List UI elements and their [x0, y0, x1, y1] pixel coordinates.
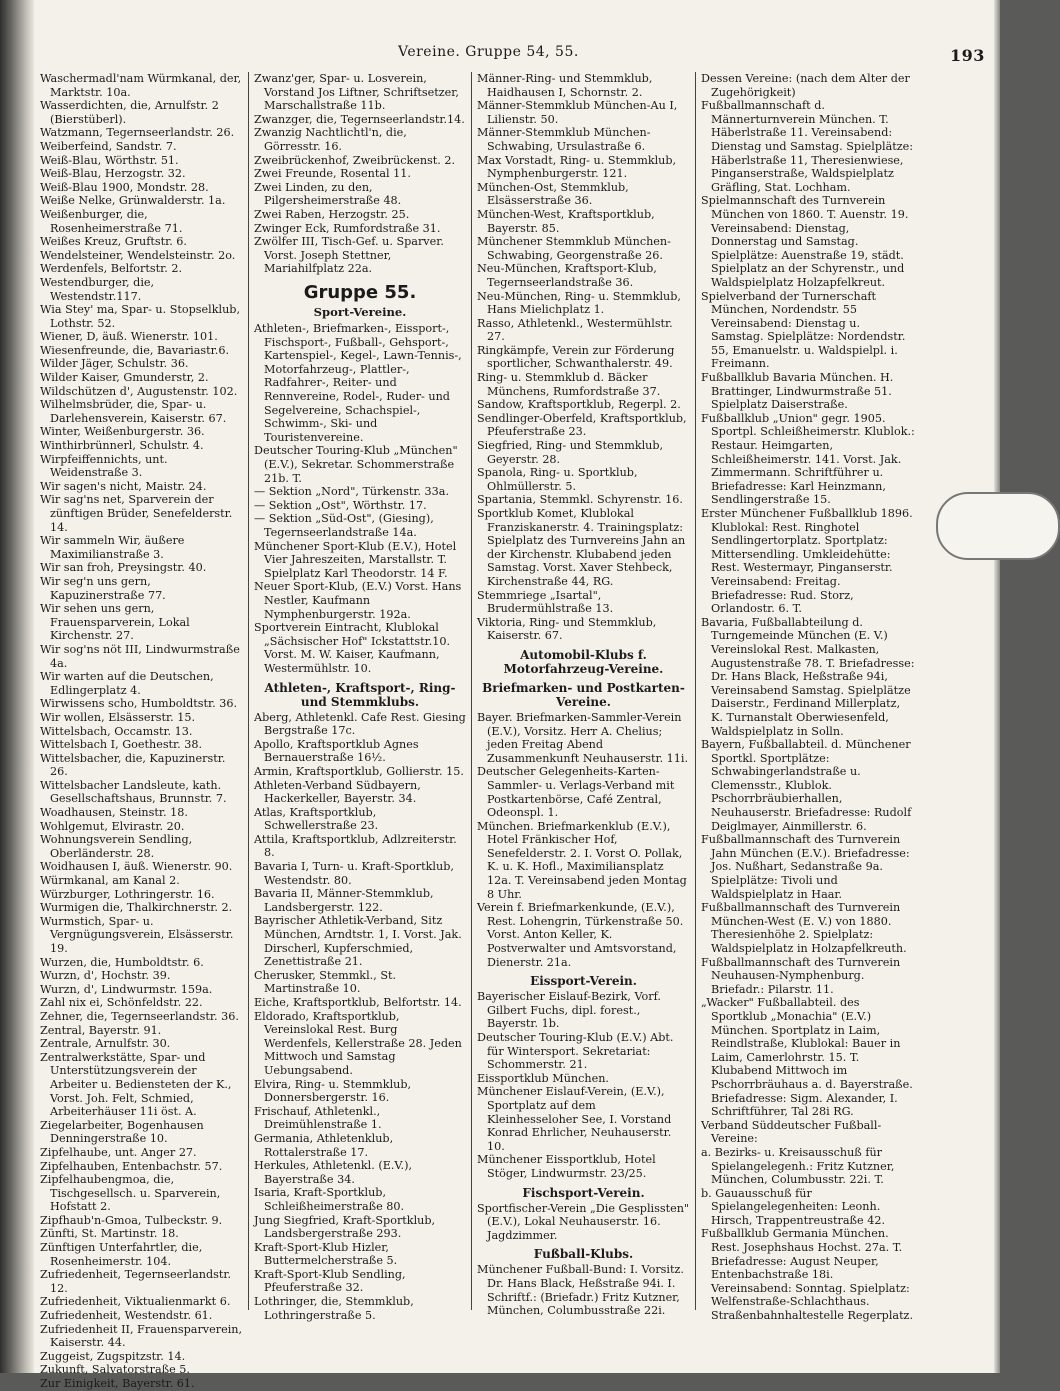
directory-entry: Würzburger, Lothringerstr. 16.: [40, 887, 215, 901]
directory-entry: Zünftigen Unterfahrtler, die, Rosenheimerstr. 104.: [40, 1241, 203, 1268]
subsection-heading: Fußball-Klubs.: [533, 1247, 634, 1262]
text-column-1: [40, 72, 245, 1390]
directory-entry: Spielmannschaft des Turnverein München von 1860. T. Auenstr. 19. Vereinsabend: Dienstag, Donnerstag und Samstag. Spielplätze: Auenstraße 19, städt. Spielplatz an der Schyrenstr., und Waldspielplatz Holzapfelkreut.: [701, 194, 909, 289]
directory-entry: Bayrischer Athletik-Verband, Sitz München, Arndtstr. 1, I. Vorst. Jak. Dirscherl, Kupferschmied, Zenettistraße 21.: [254, 914, 462, 969]
directory-entry: Erster Münchener Fußballklub 1896. Klublokal: Rest. Ringhotel Sendlingertorplatz. Sportplatz: Mittersendling. Umkleidehütte: Rest. Westermayr, Pinganserstr. Vereinsabend: Freitag. Briefadresse: Rud. Storz, Orlandostr. 6. T.: [701, 507, 913, 616]
column-rule: [695, 72, 696, 1310]
directory-entry: Siegfried, Ring- und Stemmklub, Geyerstr. 28.: [477, 439, 664, 466]
directory-entry: Münchener Sport-Klub (E.V.), Hotel Vier Jahreszeiten, Marstallstr. T. Spielplatz Karl Theodorstr. 14 F.: [254, 539, 457, 580]
directory-entry: Eiche, Kraftsportklub, Belfortstr. 14.: [254, 996, 462, 1009]
directory-entry: Fußballmannschaft des Turnverein Neuhausen-Nymphenburg. Briefadr.: Pilarstr. 11.: [701, 955, 901, 996]
directory-entry: Zentralwerkstätte, Spar- und Unterstützungsverein der Arbeiter u. Bediensteten der K., Vorst. Joh. Felt, Schmied, Arbeiterhäuser 11i öst. A.: [40, 1050, 232, 1119]
directory-entry: Woadhausen, Steinstr. 18.: [40, 806, 188, 820]
directory-entry: Stemmriege „Isartal", Brudermühlstraße 13.: [477, 588, 614, 616]
directory-entry: Zukunft, Salvatorstraße 5.: [40, 1363, 190, 1377]
directory-entry: Wir wollen, Elsässerstr. 15.: [40, 710, 196, 724]
directory-entry: Wittelsbach I, Goethestr. 38.: [40, 738, 203, 752]
directory-entry: Neuer Sport-Klub, (E.V.) Vorst. Hans Nestler, Kaufmann Nymphenburgerstr. 192a.: [254, 580, 462, 621]
directory-entry: Spanola, Ring- u. Sportklub, Ohlmüllerstr. 5.: [477, 466, 638, 493]
directory-entry: Germania, Athletenklub, Rottalerstraße 17.: [254, 1131, 394, 1159]
directory-entry: Wirpfeiffennichts, unt. Weidenstraße 3.: [40, 452, 168, 480]
subsection-heading: Automobil-Klubs f. Motorfahrzeug-Vereine.: [503, 647, 664, 676]
directory-entry: Waschermadl'nam Würmkanal, der, Marktstr. 10a.: [40, 72, 242, 99]
directory-entry: Zwei Freunde, Rosental 11.: [254, 167, 411, 181]
directory-entry: Wiesenfreunde, die, Bavariastr.6.: [40, 343, 230, 357]
directory-entry: Zuggeist, Zugspitzstr. 14.: [40, 1349, 186, 1363]
directory-entry: Rasso, Athletenkl., Westermühlstr. 27.: [477, 316, 673, 344]
directory-entry: Zwanzger, die, Tegernseerlandstr.14.: [254, 112, 465, 126]
directory-entry: Zweibrückenhof, Zweibrückenst. 2.: [254, 153, 456, 167]
directory-entry: Zwölfer III, Tisch-Gef. u. Sparver. Vorst. Joseph Stettner, Mariahilfplatz 22a.: [254, 235, 444, 276]
directory-entry: Ringkämpfe, Verein zur Förderung sportlicher, Schwanthalerstr. 49.: [477, 343, 675, 371]
directory-entry: Fußballklub „Union" gegr. 1905. Sportpl. Schleißheimerstr. Klublok.: Restaur. Heimgarten, Schleißheimerstr. 141. Vorst. Jak. Zimmermann. Schriftführer u. Briefadresse: Karl Heinzmann, Sendlingerstraße 15.: [701, 411, 915, 507]
directory-entry: Zwanz'ger, Spar- u. Losverein, Vorstand Jos Liftner, Schriftsetzer, Marschallstraße 11b.: [254, 72, 459, 113]
directory-entry: — Sektion „Süd-Ost", (Giesing), Tegernseerlandstraße 14a.: [254, 512, 434, 539]
directory-entry: Wia Stey' ma, Spar- u. Stopselklub, Lothstr. 52.: [40, 303, 241, 330]
directory-entry: Spielverband der Turnerschaft München, Nordendstr. 55 Vereinsabend: Dienstag u. Samstag. Spielplätze: Nordendstr. 55, Emanuelstr. u. Waldspielpl. i. Freimann.: [701, 289, 906, 371]
directory-entry: Zwanzig Nachtlichtl'n, die, Görresstr. 16.: [254, 126, 407, 153]
directory-entry: Sendlinger-Oberfeld, Kraftsportklub, Pfeuferstraße 23.: [477, 411, 687, 439]
book-gutter: [0, 0, 34, 1373]
directory-entry: Wir san froh, Preysingstr. 40.: [40, 561, 207, 575]
directory-entry: Deutscher Touring-Klub (E.V.) Abt. für Wintersport. Sekretariat: Schommerstr. 21.: [477, 1031, 674, 1072]
directory-entry: — Sektion „Nord", Türkenstr. 33a.: [254, 485, 450, 499]
directory-entry: München-Ost, Stemmklub, Elsässerstraße 36.: [477, 180, 629, 208]
directory-entry: Athleten-Verband Südbayern, Hackerkeller, Bayerstr. 34.: [254, 778, 421, 806]
directory-entry: Wir seg'n uns gern, Kapuzinerstraße 77.: [40, 574, 166, 602]
directory-entry: Deutscher Touring-Klub „München" (E.V.), Sekretar. Schommerstraße 21b. T.: [254, 444, 458, 485]
directory-entry: Wir sehen uns gern, Frauensparverein, Lokal Kirchenstr. 27.: [40, 602, 190, 643]
directory-entry: Fußballklub Germania München. Rest. Josephshaus Hochst. 27a. T. Briefadresse: August Neuper, Entenbachstraße 18i. Vereinsabend: Sonntag. Spielplatz: Welfenstraße-Schlachthaus. Straßenbahnhaltestelle Regerplatz.: [701, 1227, 914, 1323]
directory-entry: Cherusker, Stemmkl., St. Martinstraße 10.: [254, 968, 397, 996]
directory-entry: Wilder Jäger, Schulstr. 36.: [40, 357, 189, 371]
directory-entry: Zwei Raben, Herzogstr. 25.: [254, 207, 410, 221]
directory-entry: Wir sog'ns nöt III, Lindwurmstraße 4a.: [40, 642, 240, 670]
directory-entry: München-West, Kraftsportklub, Bayerstr. 85.: [477, 207, 655, 235]
directory-entry: Wilhelmsbrüder, die, Spar- u. Darlehensverein, Kaiserstr. 67.: [40, 398, 227, 425]
thumb-index-tab: [936, 492, 1060, 560]
directory-entry: Zünfti, St. Martinstr. 18.: [40, 1227, 179, 1241]
directory-entry: Wildschützen d', Augustenstr. 102.: [40, 384, 238, 398]
directory-entry: Wohnungsverein Sendling, Oberländerstr. 28.: [40, 833, 193, 860]
directory-entry: Zufriedenheit, Tegernseerlandstr. 12.: [40, 1268, 232, 1295]
directory-entry: Woidhausen I, äuß. Wienerstr. 90.: [40, 860, 233, 874]
directory-entry: Kraft-Sport-Klub Sendling, Pfeuferstraße 32.: [254, 1267, 406, 1295]
directory-entry: Würmkanal, am Kanal 2.: [40, 874, 180, 888]
directory-entry: Watzmann, Tegernseerlandstr. 26.: [40, 126, 235, 140]
directory-entry: Zufriedenheit, Viktualienmarkt 6.: [40, 1295, 231, 1309]
directory-entry: Zwinger Eck, Rumfordstraße 31.: [254, 221, 441, 235]
directory-entry: Wohlgemut, Elvirastr. 20.: [40, 819, 185, 833]
directory-entry: Zwei Linden, zu den, Pilgersheimerstraße 48.: [254, 180, 402, 208]
directory-entry: Zehner, die, Tegernseerlandstr. 36.: [40, 1009, 239, 1023]
directory-entry: Sportfischer-Verein „Die Gesplissten" (E.V.), Lokal Neuhauserstr. 16. Jagdzimmer.: [477, 1201, 690, 1242]
directory-entry: Wurmstich, Spar- u. Vergnügungsverein, Elsässerstr. 19.: [40, 914, 234, 955]
directory-entry: Wirwissens scho, Humboldtstr. 36.: [40, 697, 238, 711]
directory-entry: Zipfelhauben, Entenbachstr. 57.: [40, 1159, 223, 1173]
subsection-heading: Eissport-Verein.: [530, 974, 637, 989]
subsection-heading: Briefmarken- und Postkarten-Vereine.: [482, 680, 685, 709]
column-rule: [471, 72, 472, 1310]
directory-entry: Bayern, Fußballabteil. d. Münchener Sportkl. Sportplätze: Schwabingerlandstraße u. Clemensstr., Klublok. Pschorrbräubierhallen, Neuhauserstr. Briefadresse: Rudolf Deiglmayer, Ainmillerstr. 6.: [701, 738, 912, 833]
directory-entry: Wir warten auf die Deutschen, Edlingerplatz 4.: [40, 670, 214, 697]
directory-entry: Bayerischer Eislauf-Bezirk, Vorf. Gilbert Fuchs, dipl. forest., Bayerstr. 1b.: [477, 990, 661, 1031]
page-edge: [994, 0, 1000, 1373]
directory-entry: Fußballmannschaft des Turnverein Jahn München (E.V.). Briefadresse: Jos. Nußhart, Sedanstraße 9a. Spielplätze: Tivoli und Waldspielplatz in Haar.: [701, 833, 910, 901]
directory-entry: Münchener Eissportklub, Hotel Stöger, Lindwurmstr. 23/25.: [477, 1153, 656, 1180]
directory-entry: Männer-Stemmklub München-Au I, Lilienstr. 50.: [477, 99, 678, 126]
directory-entry: Ring- u. Stemmklub d. Bäcker Münchens, Rumfordstraße 37.: [477, 371, 661, 398]
directory-entry: München. Briefmarkenklub (E.V.), Hotel Fränkischer Hof, Senefelderstr. 2. I. Vorst O. Pollak, K. u. K. Hofl., Maximiliansplatz 12a. T. Vereinsabend jeden Montag 8 Uhr.: [477, 819, 687, 901]
directory-entry: Ziegelarbeiter, Bogenhausen Denningerstraße 10.: [40, 1118, 204, 1146]
directory-entry: Bavaria I, Turn- u. Kraft-Sportklub, Westendstr. 80.: [254, 860, 454, 887]
directory-entry: Bayer. Briefmarken-Sammler-Verein (E.V.), Vorsitz. Herr A. Chelius; jeden Freitag Abend Zusammenkunft Neuhauserstr. 11i.: [477, 710, 689, 765]
directory-entry: Wir sag'ns net, Sparverein der zünftigen Brüder, Senefelderstr. 14.: [40, 493, 233, 534]
directory-entry: Neu-München, Ring- u. Stemmklub, Hans Mielichplatz 1.: [477, 289, 681, 317]
directory-entry: Deutscher Gelegenheits-Karten-Sammler- u. Verlags-Verband mit Postkartenbörse, Café Zentral, Odeonspl. 1.: [477, 765, 675, 820]
directory-entry: Atlas, Kraftsportklub, Schwellerstraße 23.: [254, 805, 379, 833]
directory-entry: Eissportklub München.: [477, 1071, 609, 1085]
directory-entry: Wilder Kaiser, Gmunderstr, 2.: [40, 371, 209, 385]
directory-entry: Werdenfels, Belfortstr. 2.: [40, 262, 183, 276]
directory-entry: Fußballmannschaft des Turnverein München-West (E. V.) von 1880. Theresienhöhe 2. Spielplatz: Waldspielplatz in Holzapfelkreuth.: [701, 901, 907, 955]
directory-entry: Zipfelhaube, unt. Anger 27.: [40, 1145, 197, 1159]
text-column-4: [701, 72, 915, 1323]
directory-entry: Weiß-Blau, Wörthstr. 51.: [40, 153, 179, 167]
directory-entry: Winter, Weißenburgerstr. 36.: [40, 425, 205, 439]
group-heading: Gruppe 55.: [303, 281, 417, 303]
directory-entry: Jung Siegfried, Kraft-Sportklub, Landsbergerstraße 293.: [254, 1213, 436, 1241]
directory-entry: Sportklub Komet, Klublokal Franziskanerstr. 4. Trainingsplatz: Spielplatz des Turnvereins Jahn an der Kirchenstr. Klubabend jeden Samstag. Vorst. Xaver Stehbeck, Kirchenstraße 44, RG.: [477, 507, 686, 588]
column-rule: [248, 72, 249, 1310]
directory-entry: Spartania, Stemmkl. Schyrenstr. 16.: [477, 493, 683, 507]
directory-entry: Frischauf, Athletenkl., Dreimühlenstraße 1.: [254, 1104, 382, 1132]
directory-entry: Sportverein Eintracht, Klublokal „Sächsischer Hof" Ickstattstr.10. Vorst. M. W. Kaiser, Kaufmann, Westermühlstr. 10.: [254, 621, 451, 675]
directory-entry: Wittelsbach, Occamstr. 13.: [40, 724, 193, 738]
directory-entry: Winthirbrünnerl, Schulstr. 4.: [40, 439, 204, 453]
directory-entry: Wurzn, d', Hochstr. 39.: [40, 969, 171, 983]
directory-entry: Wurzn, d', Lindwurmstr. 159a.: [40, 982, 213, 996]
running-head: Vereine. Gruppe 54, 55.: [398, 44, 579, 60]
directory-entry: Elvira, Ring- u. Stemmklub, Donnersbergerstr. 16.: [254, 1077, 412, 1105]
directory-entry: Weiß-Blau 1900, Mondstr. 28.: [40, 180, 209, 194]
directory-entry: Bavaria, Fußballabteilung d. Turngemeinde München (E. V.) Vereinslokal Rest. Malkasten, Augustenstraße 78. T. Briefadresse: Dr. Hans Black, Heßstraße 94i, Vereinsabend Samstag. Spielplätze Daiserstr., Ferdinand Millerplatz, K. Turnanstalt Oberwiesenfeld, Waldspielplatz in Solln.: [701, 615, 915, 738]
directory-entry: Wasserdichten, die, Arnulfstr. 2 (Bierstüberl).: [40, 99, 219, 126]
directory-entry: Isaria, Kraft-Sportklub, Schleißheimerstraße 80.: [254, 1186, 405, 1213]
directory-entry: Münchener Stemmklub München-Schwabing, Georgenstraße 26.: [477, 235, 671, 262]
directory-entry: Aberg, Athletenkl. Cafe Rest. Giesing Bergstraße 17c.: [254, 710, 466, 738]
directory-entry: Verband Süddeutscher Fußball-Vereine:: [701, 1118, 882, 1146]
directory-entry: Weißes Kreuz, Gruftstr. 6.: [40, 235, 187, 249]
directory-entry: Zahl nix ei, Schönfeldstr. 22.: [40, 996, 203, 1010]
text-column-2: [254, 72, 466, 1322]
directory-entry: Wir sammeln Wir, äußere Maximilianstraße 3.: [40, 534, 185, 561]
directory-entry: b. Gauausschuß für Spielangelegenheiten: Leonh. Hirsch, Trappentreustraße 42.: [701, 1186, 886, 1227]
directory-entry: Wir sagen's nicht, Maistr. 24.: [40, 479, 207, 493]
directory-entry: — Sektion „Ost", Wörthstr. 17.: [254, 498, 427, 512]
directory-entry: Westendburger, die, Westendstr.117.: [40, 275, 155, 303]
directory-entry: Wurzen, die, Humboldtstr. 6.: [40, 955, 204, 969]
directory-entry: Attila, Kraftsportklub, Adlzreiterstr. 8.: [254, 832, 457, 860]
directory-entry: Münchener Eislauf-Verein, (E.V.), Sportplatz auf dem Kleinhesseloher See, I. Vorstand Konrad Ehrlicher, Neuhauserstr. 10.: [477, 1085, 672, 1153]
directory-entry: Wittelsbacher, die, Kapuzinerstr. 26.: [40, 751, 226, 779]
directory-entry: Männer-Stemmklub München-Schwabing, Ursulastraße 6.: [477, 126, 651, 153]
directory-entry: Wurmigen die, Thalkirchnerstr. 2.: [40, 901, 233, 915]
directory-entry: Zur Einigkeit, Bayerstr. 61.: [40, 1377, 195, 1390]
directory-entry: Zufriedenheit, Westendstr. 61.: [40, 1309, 213, 1323]
directory-entry: Zipfhaub'n-Gmoa, Tulbeckstr. 9.: [40, 1213, 223, 1227]
page-number: 193: [950, 46, 985, 65]
directory-entry: Zufriedenheit II, Frauensparverein, Kaiserstr. 44.: [40, 1322, 243, 1350]
directory-entry: Kraft-Sport-Klub Hizler, Buttermelcherstraße 5.: [254, 1240, 398, 1268]
directory-entry: Wittelsbacher Landsleute, kath. Gesellschaftshaus, Brunnstr. 7.: [40, 778, 227, 806]
directory-entry: Weiberfeind, Sandstr. 7.: [40, 139, 177, 153]
directory-entry: Fußballmannschaft d. Männerturnverein München. T. Häberlstraße 11. Vereinsabend: Dienstag und Samstag. Spielplätze: Häberlstraße 11, Theresienwiese, Pinganserstraße, Waldspielplatz Gräfling, Stat. Lochham.: [701, 99, 914, 194]
directory-entry: Männer-Ring- und Stemmklub, Haidhausen I, Schornstr. 2.: [477, 72, 653, 99]
directory-entry: Weißenburger, die, Rosenheimerstraße 71.: [40, 207, 183, 235]
directory-entry: Lothringer, die, Stemmklub, Lothringerstraße 5.: [254, 1295, 414, 1322]
directory-entry: Herkules, Athletenkl. (E.V.), Bayerstraße 34.: [254, 1159, 413, 1186]
directory-entry: Wiener, D, äuß. Wienerstr. 101.: [40, 330, 218, 344]
directory-entry: a. Bezirks- u. Kreisausschuß für Spielangelegenh.: Fritz Kutzner, München, Columbusstr. 22i. T.: [701, 1145, 895, 1187]
directory-entry: Apollo, Kraftsportklub Agnes Bernauerstraße 16½.: [254, 737, 419, 765]
directory-entry: Athleten-, Briefmarken-, Eissport-, Fischsport-, Fußball-, Gehsport-, Kartenspiel-, Kegel-, Lawn-Tennis-, Motorfahrzeug-, Plattler-, Radfahrer-, Reiter- und Rennvereine, Rodel-, Ruder- und Segelvereine, Schachspiel-, Schwimm-, Ski- und Touristenvereine.: [254, 322, 462, 444]
directory-entry: Wendelsteiner, Wendelsteinstr. 2o.: [40, 248, 236, 262]
directory-entry: Neu-München, Kraftsport-Klub, Tegernseerlandstraße 36.: [477, 262, 657, 289]
subsection-heading: Athleten-, Kraftsport-, Ring- und Stemmklubs.: [264, 680, 456, 709]
directory-entry: Weiße Nelke, Grünwalderstr. 1a.: [40, 194, 226, 208]
text-column-3: [477, 72, 690, 1318]
directory-entry: Zentrale, Arnulfstr. 30.: [40, 1037, 171, 1051]
directory-entry: Bavaria II, Männer-Stemmklub, Landsbergerstr. 122.: [254, 887, 434, 914]
directory-entry: Verein f. Briefmarkenkunde, (E.V.), Rest. Lohengrin, Türkenstraße 50. Vorst. Anton Keller, K. Postverwalter und Amtsvorstand, Dienerstr. 21a.: [477, 901, 684, 969]
directory-entry: Zipfelhaubengmoa, die, Tischgesellsch. u. Sparverein, Hofstatt 2.: [40, 1173, 221, 1214]
directory-entry: Sandow, Kraftsportklub, Regerpl. 2.: [477, 398, 681, 412]
directory-entry: Max Vorstadt, Ring- u. Stemmklub, Nymphenburgerstr. 121.: [477, 153, 677, 181]
directory-entry: „Wacker" Fußballabteil. des Sportklub „Monachia" (E.V.) München. Sportplatz in Laim, Reindlstraße, Klublokal: Bauer in Laim, Camerlohrstr. 15. T. Klubabend Mittwoch im Pschorrbräuhaus a. d. Bayerstraße. Briefadresse: Sigm. Alexander, I. Schriftführer, Tal 28i RG.: [701, 996, 913, 1119]
subsection-heading: Fischsport-Verein.: [522, 1185, 645, 1200]
directory-entry: Zentral, Bayerstr. 91.: [40, 1023, 162, 1037]
directory-entry: Armin, Kraftsportklub, Gollierstr. 15.: [254, 764, 464, 778]
directory-entry: Weiß-Blau, Herzogstr. 32.: [40, 167, 186, 181]
directory-entry: Münchener Fußball-Bund: I. Vorsitz. Dr. Hans Black, Heßstraße 94i. I. Schriftf.: (Briefadr.) Fritz Kutzner, München, Columbusstraße 22i.: [477, 1263, 684, 1318]
directory-entry: Eldorado, Kraftsportklub, Vereinslokal Rest. Burg Werdenfels, Kellerstraße 28. Jeden Mittwoch und Samstag Uebungsabend.: [254, 1009, 462, 1077]
section-heading: Sport-Vereine.: [313, 304, 407, 319]
directory-entry: Fußballklub Bavaria München. H. Brattinger, Lindwurmstraße 51. Spielplatz Daiserstraße.: [701, 371, 894, 412]
directory-entry: Viktoria, Ring- und Stemmklub, Kaiserstr. 67.: [477, 615, 657, 643]
directory-entry: Dessen Vereine: (nach dem Alter der Zugehörigkeit): [701, 72, 910, 99]
